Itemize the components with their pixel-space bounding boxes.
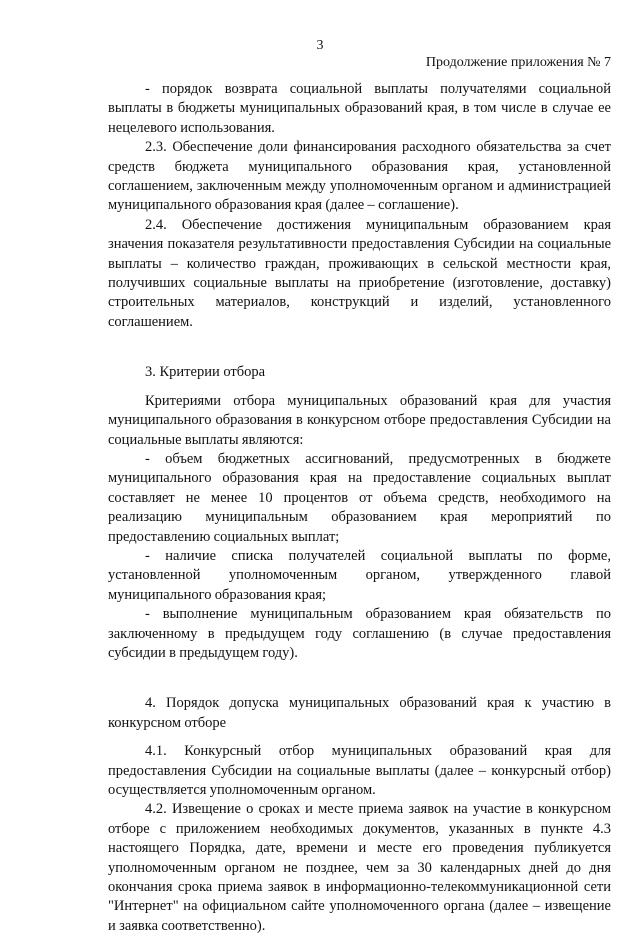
section-heading-3: 3. Критерии отбора: [145, 364, 266, 381]
paragraph-criteria-budget: - объем бюджетных ассигнований, предусмотренных в бюджете муниципального образования края на предоставление социальных выплат составляет не менее 10 процентов от объема средств, необходимого на реализацию муниципальным образованием края мероприятий по предоставлению социальных выплат;: [108, 450, 611, 545]
section-heading-4: 4. Порядок допуска муниципальных образований края к участию в конкурсном отборе: [108, 695, 611, 731]
paragraph-refund-order: - порядок возврата социальной выплаты получателями социальной выплаты в бюджеты муниципальных образований края, в том числе в случае ее нецелевого использования.: [108, 81, 611, 136]
section-spacer: [108, 383, 611, 392]
page-number: 3: [316, 38, 324, 53]
paragraph-4-2: 4.2. Извещение о сроках и месте приема заявок на участие в конкурсном отборе с приложением необходимых документов, указанных в пункте 4.3 настоящего Порядка, дате, времени и месте его проведения публикуется уполномоченным органом не позднее, чем за 30 календарных дней до дня окончания срока приема заявок в информационно-телекоммуникационной сети "Интернет" на официальном сайте уполномоченного органа (далее – извещение и заявка соответственно).: [108, 801, 611, 934]
paragraph-4-1: 4.1. Конкурсный отбор муниципальных образований края для предоставления Субсидии на социальные выплаты (далее – конкурсный отбор) осуществляется уполномоченным органом.: [108, 743, 611, 798]
document-body: [108, 80, 611, 936]
appendix-note: Продолжение приложения № 7: [425, 55, 611, 70]
paragraph-criteria-obligations: - выполнение муниципальным образованием края обязательств по заключенному в предыдущем году соглашению (в случае предоставления субсидии в предыдущем году).: [108, 606, 611, 661]
paragraph-criteria-list: - наличие списка получателей социальной выплаты по форме, установленной уполномоченным органом, утвержденного главой муниципального образования края;: [108, 547, 611, 603]
section-spacer: [108, 663, 611, 694]
paragraph-criteria-intro: Критериями отбора муниципальных образований края для участия муниципального образования в конкурсном отборе предоставления Субсидии на социальные выплаты являются:: [108, 392, 611, 448]
section-spacer: [108, 733, 611, 742]
section-spacer: [108, 332, 611, 363]
paragraph-2-4: 2.4. Обеспечение достижения муниципальным образованием края значения показателя результативности предоставления Субсидии на социальные выплаты – количество граждан, проживающих в сельской местности края, получивших социальные выплаты на приобретение (изготовление, доставку) строительных материалов, конструкций и изделий, установленного соглашением.: [108, 216, 611, 330]
paragraph-2-3: 2.3. Обеспечение доли финансирования расходного обязательства за счет средств бюджета муниципального образования края, установленной соглашением, заключенным между уполномоченным органом и администрацией муниципального образования края (далее – соглашение).: [108, 139, 611, 214]
